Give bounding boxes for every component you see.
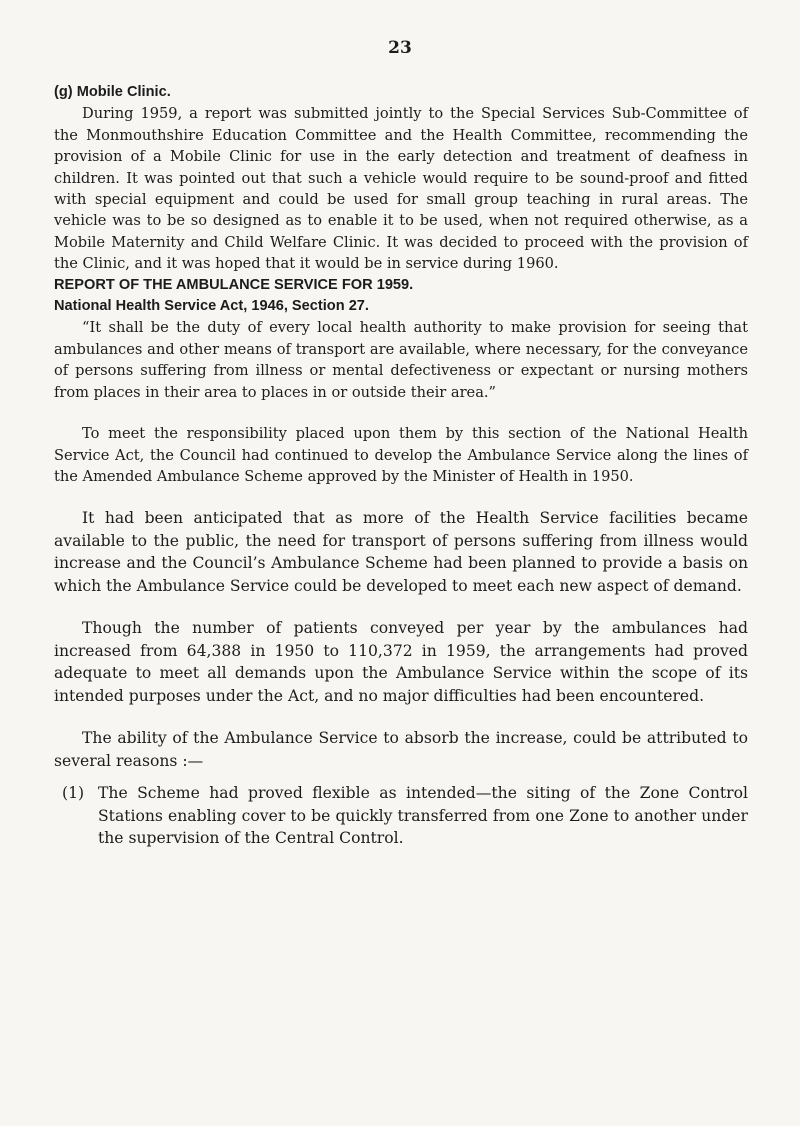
act-heading: National Health Service Act, 1946, Section 27.: [54, 298, 369, 315]
responsibility-paragraph: To meet the responsibility placed upon them by this section of the National Health Service Act, the Council had continued to develop the Ambulance Service along the lines of the Amended Ambulance Scheme approved by the Minister of Health in 1950.: [54, 425, 748, 485]
ambulance-report-heading: REPORT OF THE AMBULANCE SERVICE FOR 1959.: [54, 276, 414, 293]
patients-conveyed-paragraph: Though the number of patients conveyed per year by the ambulances had increased from 64,388 in 1950 to 110,372 in 1959, the arrangements had proved adequate to meet all demands upon the Ambulance Service within the scope of its intended purposes under the Act, and no major difficulties had been encountered.: [54, 619, 748, 705]
reasons-intro-paragraph: The ability of the Ambulance Service to absorb the increase, could be attributed to several reasons :—: [54, 729, 748, 770]
act-quote: “It shall be the duty of every local health authority to make provision for seeing that ambulances and other means of transport are available, where necessary, for the conveyance of persons suffering from illness or mental defectiveness or expectant or nursing mothers from places in their area to places in or outside their area.”: [54, 319, 748, 401]
reason-list-item: [54, 782, 748, 850]
reason-number: (1): [62, 784, 85, 803]
mobile-clinic-heading: (g) Mobile Clinic.: [54, 84, 171, 100]
page-content: [54, 82, 748, 850]
anticipation-paragraph: It had been anticipated that as more of the Health Service facilities became available to the public, the need for transport of persons suffering from illness would increase and the Council’s Ambulance Scheme had been planned to provide a basis on which the Ambulance Service could be developed to meet each new aspect of demand.: [54, 509, 748, 595]
mobile-clinic-paragraph: During 1959, a report was submitted jointly to the Special Services Sub-Committee of the Monmouthshire Education Committee and the Health Committee, recommending the provision of a Mobile Clinic for use in the early detection and treatment of deafness in children. It was pointed out that such a vehicle would require to be sound-proof and fitted with special equipment and could be used for small group teaching in rural areas. The vehicle was to be so designed as to enable it to be used, when not required otherwise, as a Mobile Maternity and Child Welfare Clinic. It was decided to proceed with the provision of the Clinic, and it was hoped that it would be in service during 1960.: [54, 105, 748, 273]
page-number: 23: [388, 38, 412, 58]
reason-text: The Scheme had proved flexible as intended—the siting of the Zone Control Stations enabling cover to be quickly transferred from one Zone to another under the supervision of the Central Control.: [98, 784, 748, 848]
